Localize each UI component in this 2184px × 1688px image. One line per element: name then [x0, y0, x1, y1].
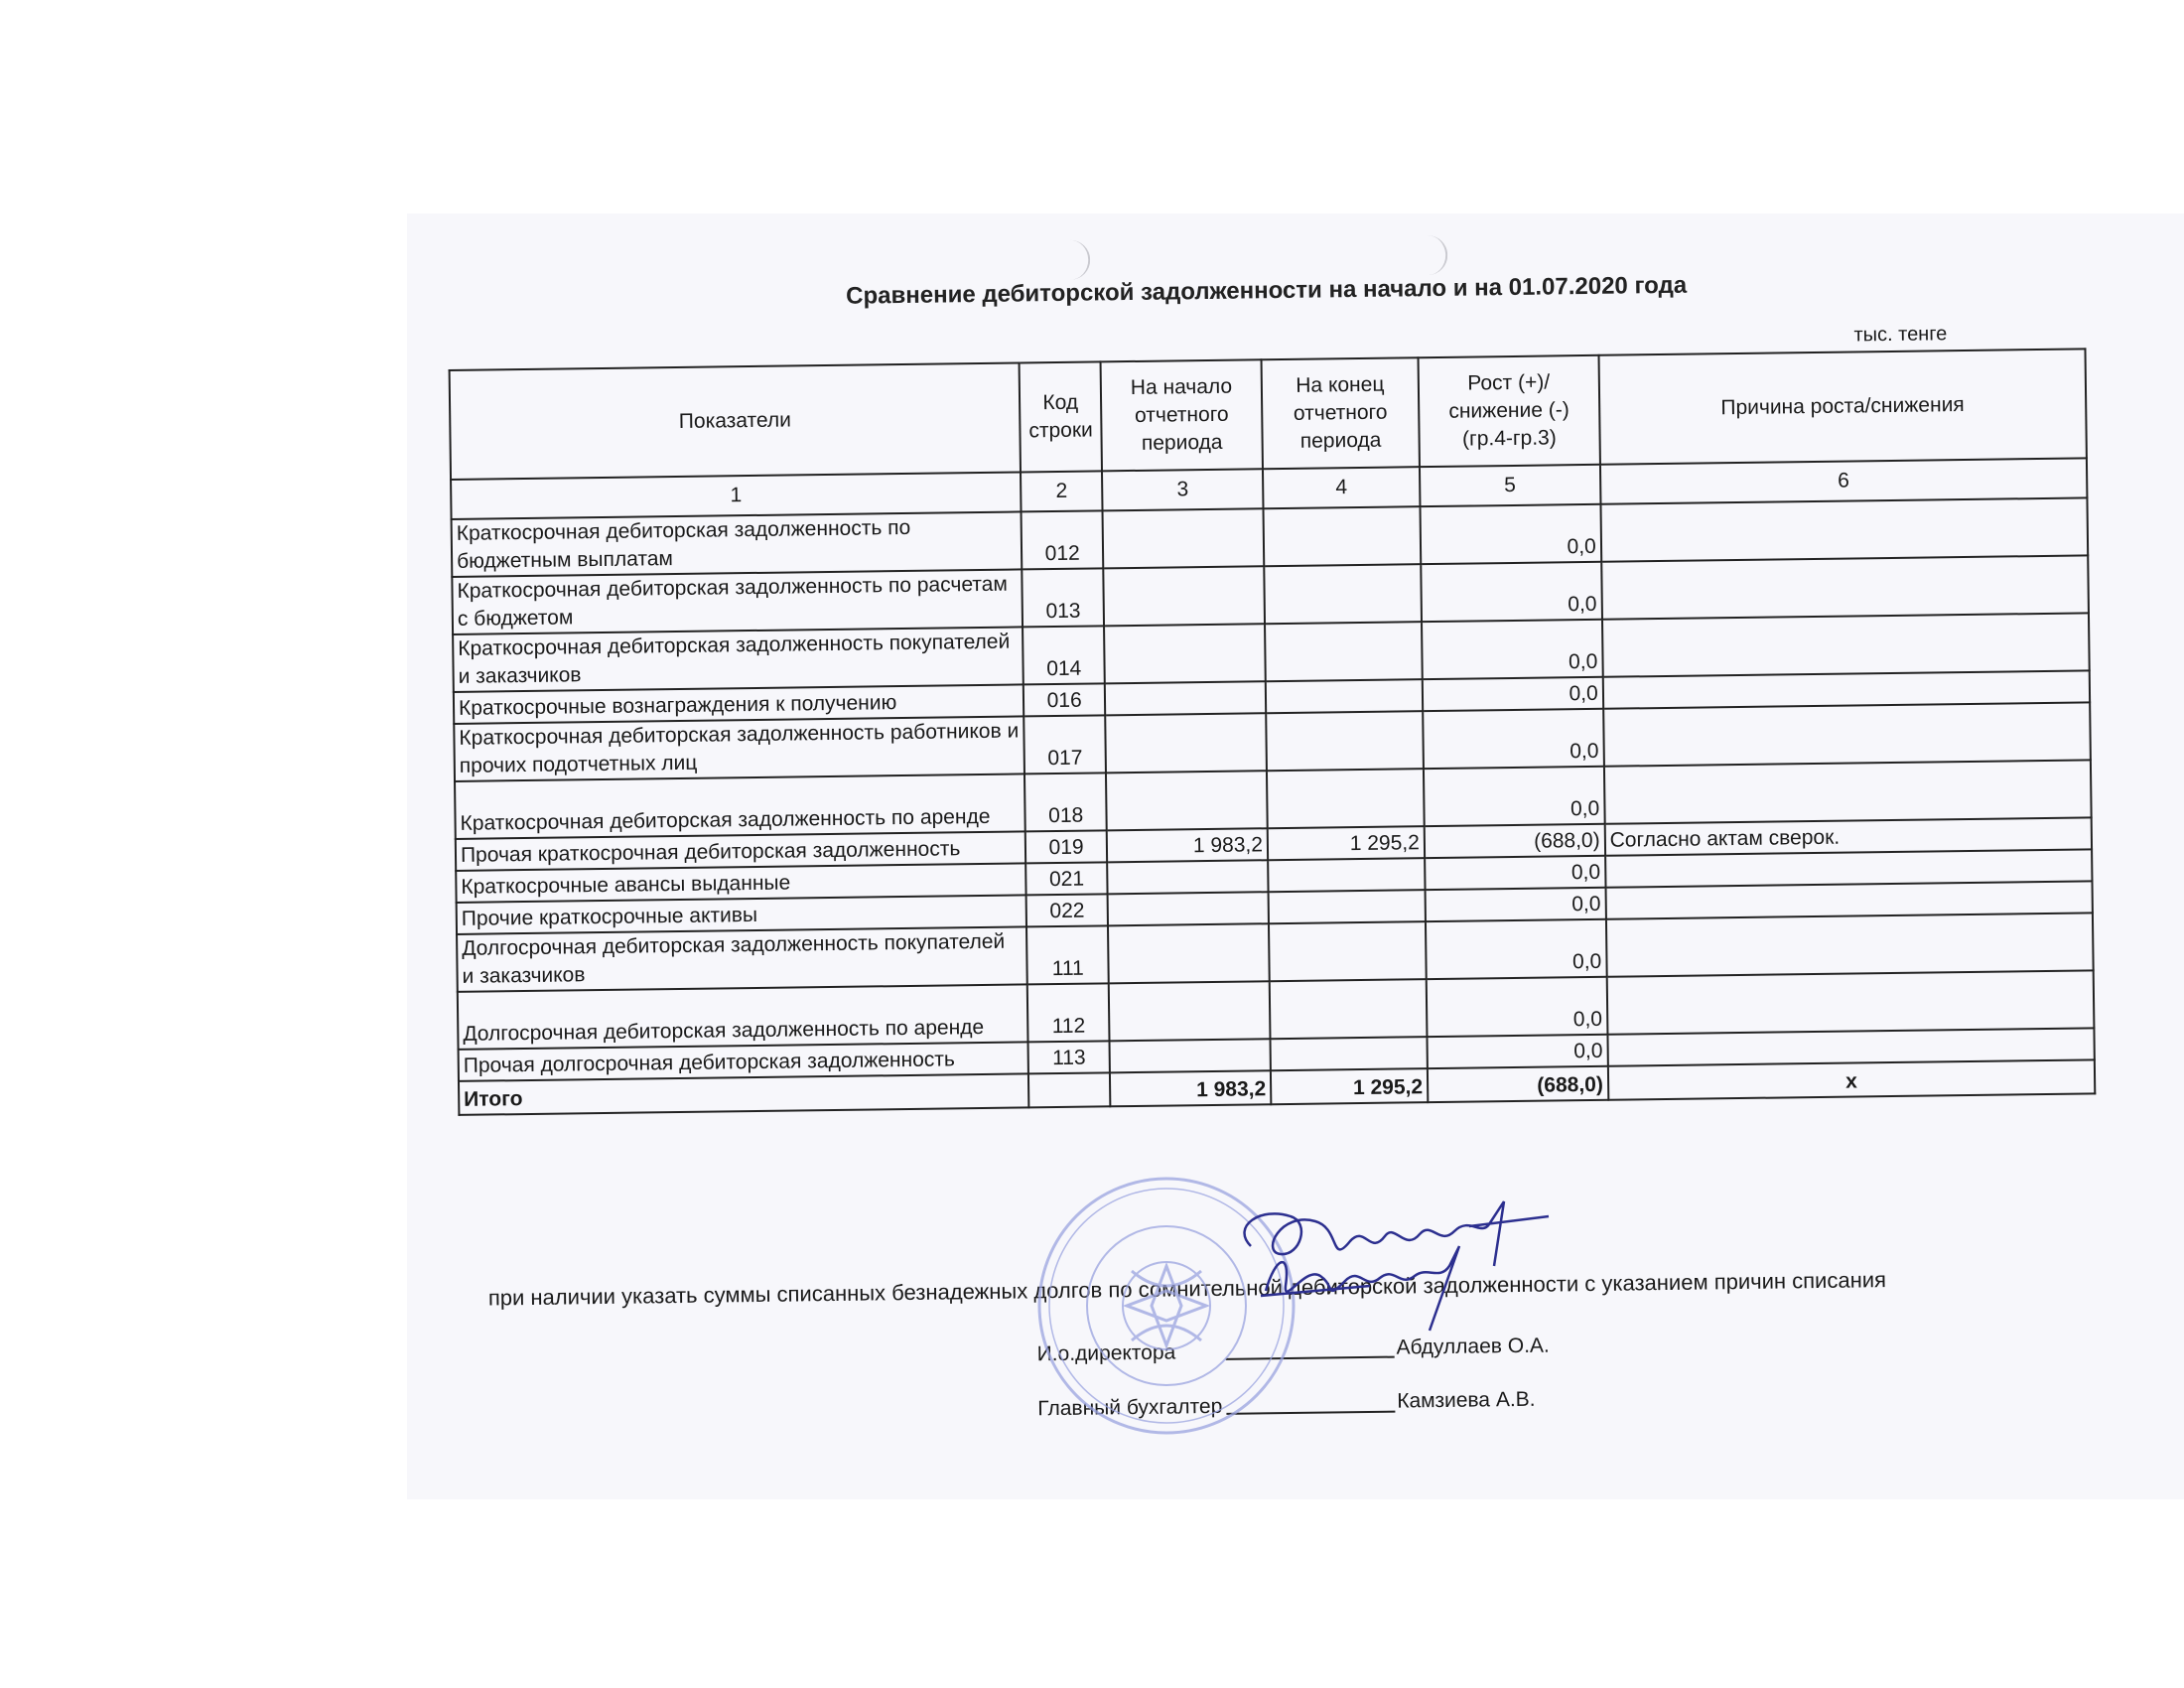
- row-change-value: 0,0: [1427, 977, 1608, 1037]
- row-end-value: [1268, 858, 1425, 892]
- row-reason: [1604, 760, 2092, 823]
- column-number: 4: [1263, 467, 1420, 508]
- unit-label: тыс. тенге: [1853, 323, 1948, 347]
- row-code: 014: [1023, 626, 1105, 684]
- row-label: Прочие краткосрочные активы: [457, 895, 1027, 934]
- row-end-value: [1270, 979, 1428, 1039]
- row-end-value: [1267, 769, 1425, 828]
- row-start-value: [1108, 892, 1269, 925]
- row-reason: [1600, 497, 2088, 561]
- row-end-value: [1265, 622, 1423, 681]
- row-change-value: 0,0: [1420, 504, 1601, 564]
- column-number: 1: [451, 472, 1022, 519]
- row-label: Краткосрочная дебиторская задолженность по аренде: [455, 774, 1025, 839]
- row-label: Краткосрочная дебиторская задолженность по расчетам с бюджетом: [452, 569, 1023, 634]
- row-code: 013: [1022, 568, 1104, 627]
- row-end-value: [1269, 890, 1426, 923]
- row-code: 112: [1027, 983, 1110, 1042]
- row-code: 022: [1026, 894, 1108, 926]
- row-change-value: 0,0: [1422, 620, 1603, 679]
- row-change-value: 0,0: [1423, 677, 1603, 711]
- row-change-value: 0,0: [1427, 1035, 1607, 1068]
- row-label: Долгосрочная дебиторская задолженность по аренде: [458, 984, 1028, 1050]
- row-reason: [1602, 613, 2090, 676]
- row-change-value: (688,0): [1425, 824, 1605, 858]
- row-code: 017: [1024, 715, 1106, 774]
- row-reason: [1606, 970, 2094, 1034]
- row-change-value: 0,0: [1425, 856, 1605, 890]
- receivables-table: [449, 348, 2097, 1116]
- row-start-value: 1 983,2: [1107, 828, 1268, 862]
- row-code: 016: [1024, 683, 1105, 716]
- total-end-value: 1 295,2: [1271, 1068, 1428, 1104]
- row-code: 021: [1025, 862, 1107, 895]
- row-start-value: [1105, 713, 1267, 773]
- row-change-value: 0,0: [1424, 767, 1605, 826]
- accountant-handwritten-signature: [1251, 1236, 1489, 1336]
- document-title: Сравнение дебиторской задолженности на начало и на 01.07.2020 года: [846, 271, 1688, 310]
- write-off-note: при наличии указать суммы списанных безнадежных долгов по сомнительной дебиторской задолженности с указанием причин списания: [487, 1267, 1887, 1311]
- header-end: На конец отчетного периода: [1262, 357, 1420, 469]
- header-code: Код строки: [1020, 361, 1102, 472]
- row-start-value: [1103, 566, 1265, 626]
- table-header-row: [450, 349, 2087, 480]
- row-code: 019: [1025, 830, 1107, 863]
- row-label: Краткосрочная дебиторская задолженность покупателей и заказчиков: [453, 627, 1024, 692]
- row-reason: [1603, 702, 2091, 766]
- row-change-value: 0,0: [1421, 562, 1602, 622]
- row-label: Краткосрочные авансы выданные: [456, 863, 1026, 903]
- row-start-value: [1109, 981, 1271, 1041]
- row-label: Краткосрочная дебиторская задолженность по бюджетным выплатам: [452, 511, 1023, 577]
- row-change-value: 0,0: [1426, 919, 1607, 979]
- row-end-value: [1271, 1037, 1428, 1070]
- row-code: 012: [1022, 510, 1104, 569]
- column-number: 2: [1021, 471, 1103, 511]
- row-end-value: [1264, 564, 1422, 624]
- row-start-value: [1104, 624, 1266, 683]
- accountant-name: Камзиева А.В.: [1397, 1387, 1536, 1413]
- header-change: Рост (+)/ снижение (-) (гр.4-гр.3): [1418, 355, 1599, 467]
- row-start-value: [1110, 1039, 1271, 1072]
- row-end-value: [1266, 679, 1423, 713]
- row-label: Прочая долгосрочная дебиторская задолженность: [459, 1042, 1029, 1081]
- total-code: [1028, 1072, 1110, 1107]
- row-reason: [1606, 913, 2094, 976]
- header-reason: Причина роста/снижения: [1598, 349, 2087, 464]
- row-start-value: [1108, 923, 1270, 983]
- row-start-value: [1105, 681, 1266, 715]
- total-reason: x: [1608, 1059, 2096, 1099]
- director-name: Абдуллаев О.А.: [1396, 1334, 1550, 1359]
- column-number: 3: [1102, 469, 1263, 510]
- row-code: 111: [1026, 925, 1109, 984]
- total-change-value: (688,0): [1428, 1066, 1608, 1102]
- row-start-value: [1103, 508, 1265, 568]
- row-end-value: [1264, 506, 1422, 566]
- row-label: Прочая краткосрочная дебиторская задолженность: [456, 831, 1026, 871]
- column-number: 5: [1420, 465, 1600, 506]
- row-change-value: 0,0: [1425, 888, 1605, 921]
- row-label: Долгосрочная дебиторская задолженность покупателей и заказчиков: [457, 926, 1027, 992]
- row-change-value: 0,0: [1423, 709, 1604, 769]
- row-reason: Согласно актам сверок.: [1604, 817, 2092, 855]
- row-end-value: [1269, 921, 1427, 981]
- header-indicator: Показатели: [450, 362, 1022, 480]
- total-start-value: 1 983,2: [1110, 1070, 1271, 1106]
- row-start-value: [1107, 860, 1268, 894]
- row-start-value: [1106, 771, 1268, 830]
- row-label: Краткосрочные вознаграждения к получению: [454, 684, 1024, 724]
- total-label: Итого: [459, 1073, 1029, 1115]
- column-number: 6: [1600, 458, 2088, 503]
- row-end-value: [1266, 711, 1424, 771]
- row-code: 113: [1028, 1041, 1110, 1073]
- row-code: 018: [1024, 773, 1107, 831]
- row-label: Краткосрочная дебиторская задолженность работников и прочих подотчетных лиц: [454, 716, 1024, 781]
- header-start: На начало отчетного периода: [1101, 359, 1263, 471]
- accountant-title: Главный бухгалтер: [1037, 1394, 1223, 1421]
- row-end-value: 1 295,2: [1268, 826, 1425, 860]
- row-reason: [1601, 555, 2089, 619]
- director-title: И.о.директора: [1036, 1340, 1176, 1366]
